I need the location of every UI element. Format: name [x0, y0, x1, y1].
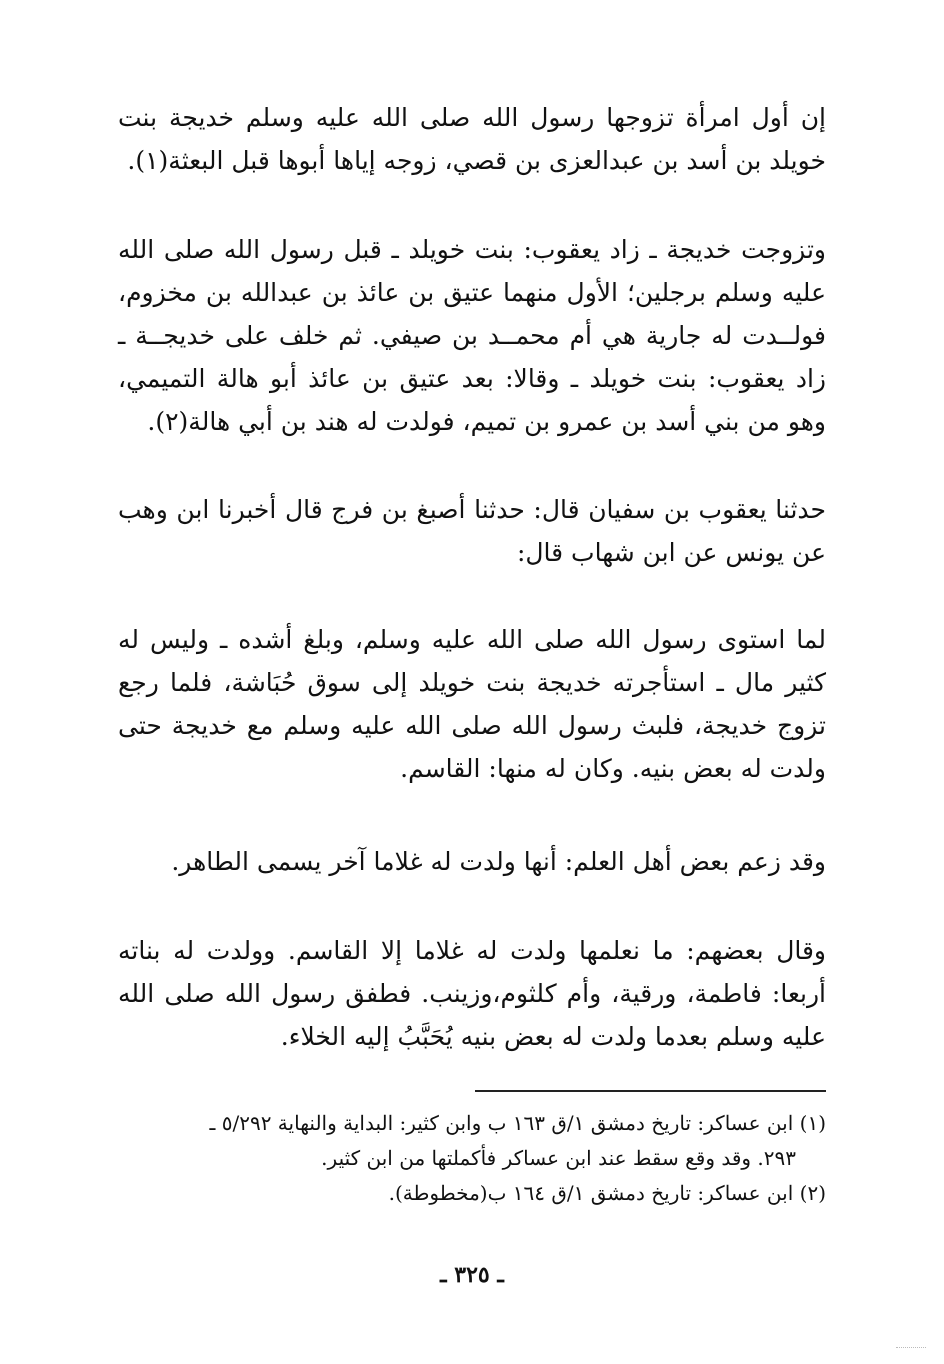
- footnote-1-line-1: (١) ابن عساكر: تاريخ دمشق ١/ق ١٦٣ ب وابن كثير: البداية والنهاية ٥/٢٩٢ ـ: [209, 1111, 826, 1135]
- paragraph-3: حدثنا يعقوب بن سفيان قال: حدثنا أصبغ بن فرج قال أخبرنا ابن وهب عن يونس عن ابن شهاب قال:: [118, 495, 826, 567]
- paragraph-1: إن أول امرأة تزوجها رسول الله صلى الله عليه وسلم خديجة بنت خويلد بن أسد بن عبدالعزى بن قصي، زوجه إياها أبوها قبل البعثة(١).: [118, 103, 826, 175]
- paragraph-5: وقد زعم بعض أهل العلم: أنها ولدت له غلاما آخر يسمى الطاهر.: [171, 847, 826, 876]
- footnote-1-line-2: ٢٩٣. وقد وقع سقط عند ابن عساكر فأكملتها من ابن كثير.: [321, 1146, 796, 1170]
- footnote-separator: [475, 1090, 826, 1092]
- page-number: ـ ٣٢٥ ـ: [440, 1262, 504, 1288]
- footnote-2: (٢) ابن عساكر: تاريخ دمشق ١/ق ١٦٤ ب(مخطوطة).: [388, 1181, 826, 1205]
- scan-speck: [896, 1347, 926, 1354]
- paragraph-6: وقال بعضهم: ما نعلمها ولدت له غلاما إلا القاسم. وولدت له بناته أربعا: فاطمة، ورقية، وأم كلثوم،وزينب. فطفق رسول الله صلى الله عليه وسلم بعدما ولدت له بعض بنيه يُحَبَّبُ إليه الخلاء.: [118, 936, 826, 1051]
- paragraph-4: لما استوى رسول الله صلى الله عليه وسلم، وبلغ أشده ـ وليس له كثير مال ـ استأجرته خديجة بنت خويلد إلى سوق حُبَاشة، فلما رجع تزوج خديجة، فلبث رسول الله صلى الله عليه وسلم مع خديجة حتى ولدت له بعض بنيه. وكان له منها: القاسم.: [118, 625, 826, 783]
- paragraph-2: وتزوجت خديجة ـ زاد يعقوب: بنت خويلد ـ قبل رسول الله صلى الله عليه وسلم برجلين؛ الأول منهما عتيق بن عائذ بن عبدالله بن مخزوم، فولــدت له جارية هي أم محمــد بن صيفي. ثم خلف على خديجــة ـ زاد يعقوب: بنت خويلد ـ وقالا: بعد عتيق بن عائذ أبو هالة التميمي، وهو من بني أسد بن عمرو بن تميم، فولدت له هند بن أبي هالة(٢).: [118, 235, 826, 436]
- footnotes: [118, 1106, 826, 1211]
